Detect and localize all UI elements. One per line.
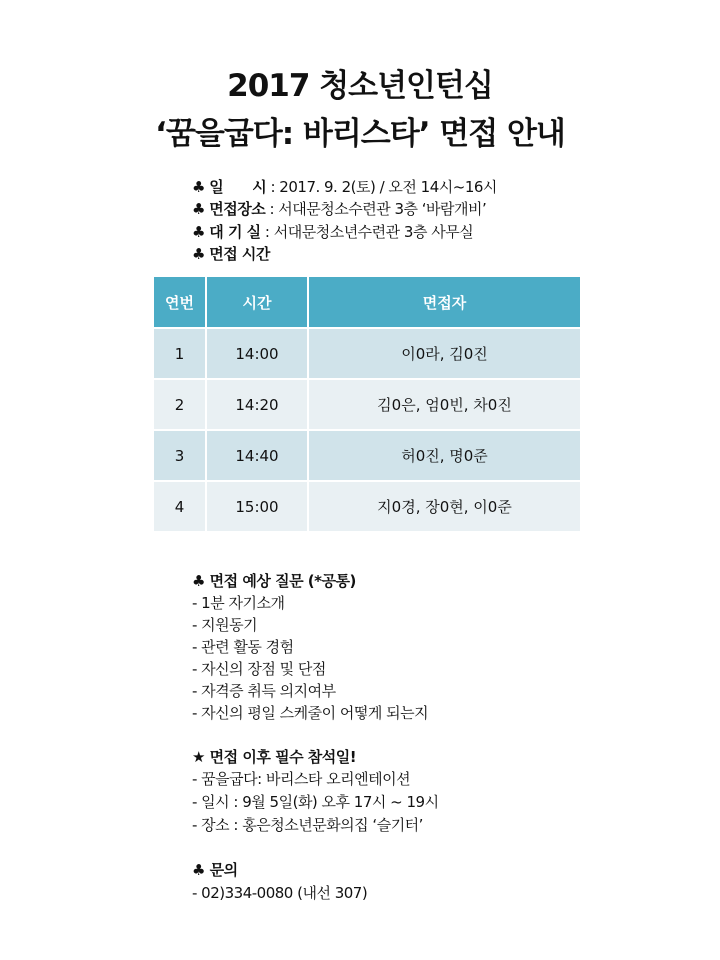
info-label: 대 기 실 bbox=[209, 223, 261, 241]
club-icon: ♣ bbox=[192, 178, 205, 196]
cell-interviewees: 이0라, 김0진 bbox=[308, 328, 581, 379]
table-row bbox=[154, 328, 581, 379]
info-place bbox=[192, 198, 486, 219]
table-header bbox=[154, 276, 581, 328]
table-row bbox=[154, 481, 581, 532]
cell-interviewees: 지0경, 장0현, 이0준 bbox=[308, 481, 581, 532]
info-date bbox=[192, 176, 497, 197]
cell-time: 14:00 bbox=[206, 328, 308, 379]
header-interviewees: 면접자 bbox=[308, 276, 581, 328]
club-icon: ♣ bbox=[192, 223, 205, 241]
orientation-item: - 일시 : 9월 5일(화) 오후 17시 ~ 19시 bbox=[192, 793, 439, 811]
table-row bbox=[154, 430, 581, 481]
cell-number: 4 bbox=[154, 481, 206, 532]
title-line-2: ‘꿈을굽다: 바리스타’ 면접 안내 bbox=[155, 116, 565, 152]
club-icon: ♣ bbox=[192, 200, 205, 218]
orientation-item: - 꿈을굽다: 바리스타 오리엔테이션 bbox=[192, 770, 411, 788]
info-label: 일 시 bbox=[209, 178, 267, 196]
orientation-heading: ★ 면접 이후 필수 참석일! bbox=[192, 748, 357, 766]
cell-time: 14:40 bbox=[206, 430, 308, 481]
orientation-item: - 장소 : 홍은청소년문화의집 ‘슬기터’ bbox=[192, 816, 423, 834]
cell-number: 3 bbox=[154, 430, 206, 481]
questions-heading: ♣ 면접 예상 질문 (*공통) bbox=[192, 572, 356, 590]
cell-interviewees: 김0은, 엄0빈, 차0진 bbox=[308, 379, 581, 430]
contact-heading: ♣ 문의 bbox=[192, 861, 238, 879]
cell-time: 15:00 bbox=[206, 481, 308, 532]
title-line-1: 2017 청소년인턴십 bbox=[227, 68, 493, 104]
info-label: 면접 시간 bbox=[209, 245, 270, 263]
table-row bbox=[154, 379, 581, 430]
cell-interviewees: 허0진, 명0준 bbox=[308, 430, 581, 481]
info-value: : 서대문청소수련관 3층 ‘바람개비’ bbox=[265, 200, 487, 218]
question-item: - 관련 활동 경험 bbox=[192, 638, 294, 656]
info-waiting-room bbox=[192, 221, 473, 242]
cell-number: 1 bbox=[154, 328, 206, 379]
header-number: 연번 bbox=[154, 276, 206, 328]
question-item: - 자신의 장점 및 단점 bbox=[192, 660, 326, 678]
club-icon: ♣ bbox=[192, 245, 205, 263]
question-item: - 1분 자기소개 bbox=[192, 594, 285, 612]
question-item: - 자격증 취득 의지여부 bbox=[192, 682, 336, 700]
cell-number: 2 bbox=[154, 379, 206, 430]
interview-schedule-table bbox=[154, 275, 582, 533]
question-item: - 지원동기 bbox=[192, 616, 258, 634]
cell-time: 14:20 bbox=[206, 379, 308, 430]
question-item: - 자신의 평일 스케줄이 어떻게 되는지 bbox=[192, 704, 429, 722]
info-value: : 2017. 9. 2(토) / 오전 14시~16시 bbox=[266, 178, 497, 196]
info-label: 면접장소 bbox=[209, 200, 266, 218]
info-value: : 서대문청소년수련관 3층 사무실 bbox=[260, 223, 474, 241]
info-interview-time bbox=[192, 243, 270, 264]
contact-phone: - 02)334-0080 (내선 307) bbox=[192, 884, 368, 902]
header-time: 시간 bbox=[206, 276, 308, 328]
